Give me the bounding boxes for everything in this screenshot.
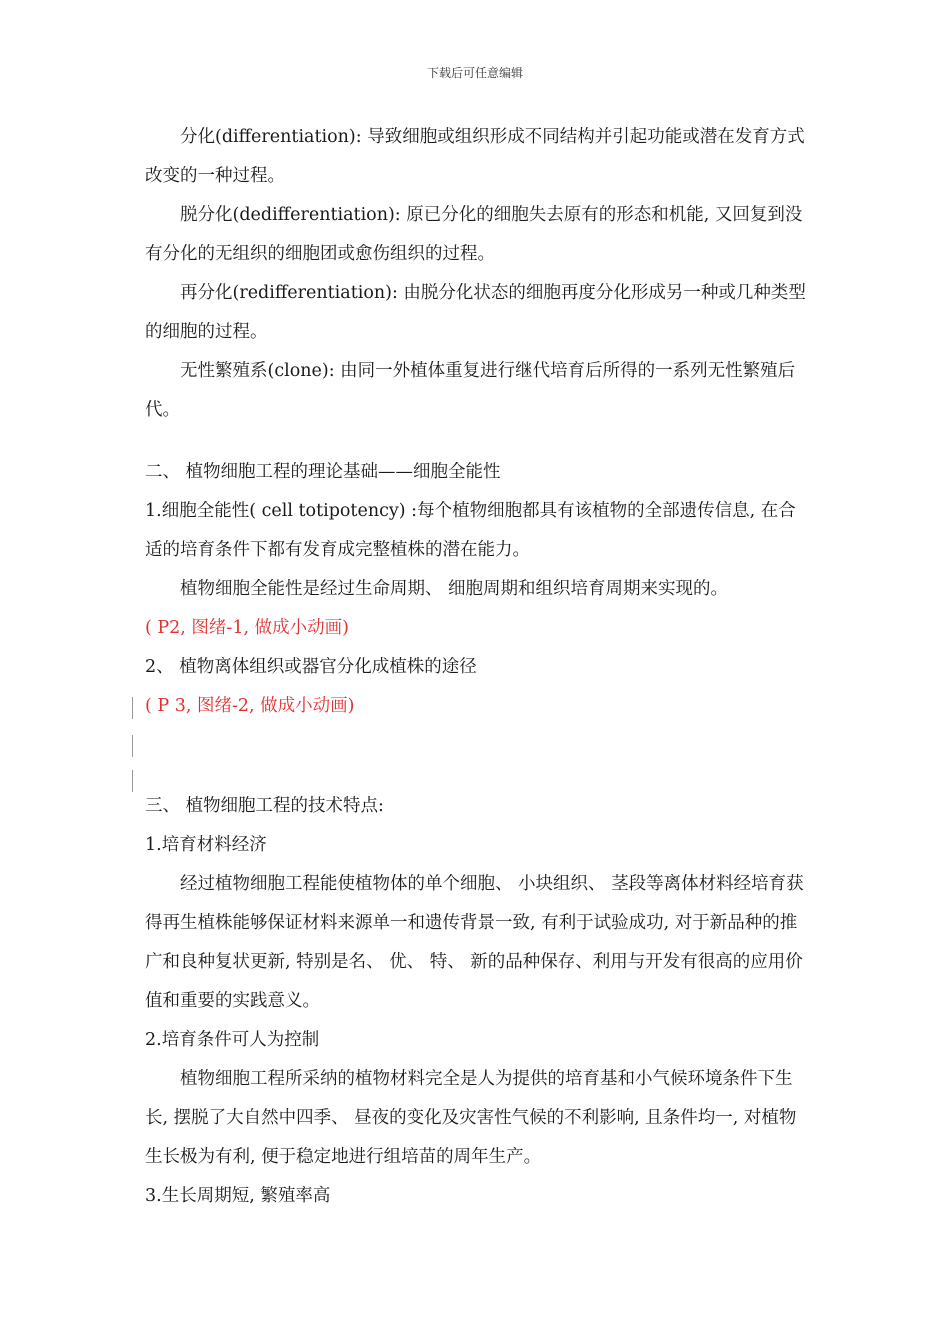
section2-para1: 植物细胞全能性是经过生命周期、 细胞周期和组织培育周期来实现的。 — [180, 579, 729, 599]
section2-item2: 2、 植物离体组织或器官分化成植株的途径 — [145, 657, 477, 677]
margin-marker — [132, 697, 133, 719]
section3-item2: 2.培育条件可人为控制 — [145, 1030, 320, 1050]
section2-note1: ( P2, 图绪-1, 做成小动画) — [145, 618, 349, 638]
margin-marker — [132, 770, 133, 792]
section3-heading: 三、 植物细胞工程的技术特点: — [145, 796, 384, 816]
definition-clone: 无性繁殖系(clone): 由同一外植体重复进行继代培育后所得的一系列无性繁殖后代。 — [145, 361, 796, 420]
spacer — [145, 764, 810, 787]
section2-note2: ( P 3, 图绪-2, 做成小动画) — [145, 696, 355, 716]
section3-item3: 3.生长周期短, 繁殖率高 — [145, 1186, 331, 1206]
section3-para2: 植物细胞工程所采纳的植物材料完全是人为提供的培育基和小气候环境条件下生长, 摆脱了大自然中四季、 昼夜的变化及灾害性气候的不利影响, 且条件均一, 对植物生长极为有利, 便于稳定地进行组培苗的周年生产。 — [145, 1069, 797, 1167]
definition-redifferentiation: 再分化(redifferentiation): 由脱分化状态的细胞再度分化形成另一种或几种类型的细胞的过程。 — [145, 283, 806, 342]
section2-item1: 1.细胞全能性( cell totipotency) :每个植物细胞都具有该植物的全部遗传信息, 在合适的培育条件下都有发育成完整植株的潜在能力。 — [145, 501, 796, 560]
spacer — [145, 726, 810, 764]
section3-item1: 1.培育材料经济 — [145, 835, 267, 855]
definition-differentiation: 分化(differentiation): 导致细胞或组织形成不同结构并引起功能或潜在发育方式改变的一种过程。 — [145, 127, 805, 186]
margin-marker — [132, 735, 133, 757]
section3-para1: 经过植物细胞工程能使植物体的单个细胞、 小块组织、 茎段等离体材料经培育获得再生植株能够保证材料来源单一和遗传背景一致, 有利于试验成功, 对于新品种的推广和良种复状更新, 特别是名、 优、 特、 新的品种保存、利用与开发有很高的应用价值和重要的实践意义。 — [145, 874, 804, 1011]
page-header: 下载后可任意编辑 — [426, 66, 523, 80]
document-body — [145, 118, 810, 1216]
section2-heading: 二、 植物细胞工程的理论基础——细胞全能性 — [145, 462, 501, 482]
spacer — [145, 430, 810, 453]
definition-dedifferentiation: 脱分化(dedifferentiation): 原已分化的细胞失去原有的形态和机能, 又回复到没有分化的无组织的细胞团或愈伤组织的过程。 — [145, 205, 803, 264]
